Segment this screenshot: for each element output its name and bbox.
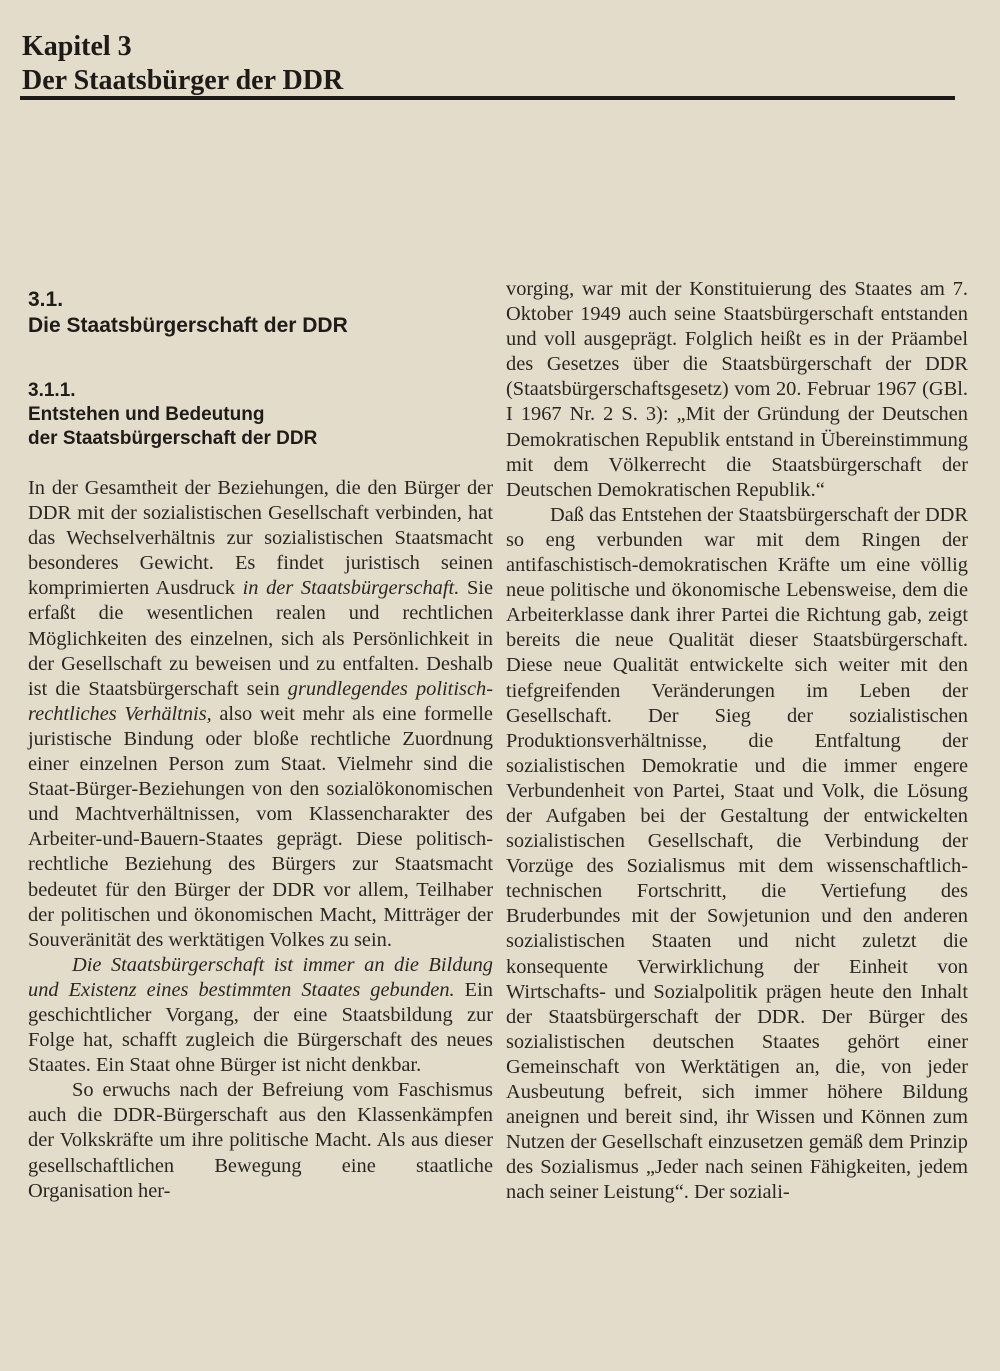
subsection-number: 3.1.1.: [28, 380, 76, 401]
paragraph-1-emphasis-1: in der Staatsbürgerschaft.: [242, 577, 460, 600]
paragraph-1-text-a: In der Gesamtheit der Beziehungen, die den Bürger der DDR mit der sozialistischen Gesellschaft verbinden, hat das Wechselverhältnis zur sozialistischen Staatsmacht besonderes Gewicht. Es findet juristisch seinen komprimierten Ausdruck: [28, 477, 493, 600]
paragraph-2-text: Ein geschichtlicher Vorgang, der eine Staatsbildung zur Folge hat, schafft zugleich die Bürgerschaft des neues Staates. Ein Staat ohne Bürger ist nicht denkbar.: [28, 978, 493, 1077]
section-number: 3.1.: [28, 288, 64, 311]
subsection-title-line1: Entstehen und Bedeutung: [28, 404, 265, 425]
heading-rule: [20, 96, 955, 100]
paragraph-2-emphasis: Die Staatsbürgerschaft ist immer an die Bildung und Existenz eines bestimmten Staates gebunden.: [28, 953, 493, 1001]
paragraph-5: Daß das Entstehen der Staatsbürgerschaft der DDR so eng verbunden war mit dem Ringen der antifaschistisch-demokratischen Kräfte um eine völlig neue politische und ökonomische Lebensweise, dem die Arbeiterklasse dank ihrer Partei die Richtung gab, zeigt bereits die neue Qualität dieser Staatsbürgerschaft. Diese neue Qualität entwickelte sich weiter mit den tiefgreifenden Veränderungen im Leben der Gesellschaft. Der Sieg der sozialistischen Produktionsverhältnisse, die Entfaltung der sozialistischen Demokratie und die immer engere Verbundenheit von Partei, Staat und Volk, die Lösung der Aufgaben bei der Gestaltung der entwickelten sozialistischen Gesellschaft, die Verbindung der Vorzüge des Sozialismus mit dem wissenschaftlich-technischen Fortschritt, die Vertiefung des Bruderbundes mit der Sowjetunion und den anderen sozialistischen Staaten und nicht zuletzt die konsequente Verwirklichung der Einheit von Wirtschafts- und Sozialpolitik prägen heute den Inhalt der Staatsbürgerschaft der DDR. Der Bürger des sozialistischen deutschen Staates gehört einer Gemeinschaft von Werktätigen an, die, von jeder Ausbeutung befreit, sich immer höhere Bildung aneignen und bereit sind, ihr Wissen und Können zum Nutzen der Gesellschaft einzusetzen gemäß dem Prinzip des Sozialismus „Jeder nach seinen Fähigkeiten, jedem nach seiner Leistung“. Der soziali-: [506, 503, 968, 1204]
paragraph-1-emphasis-2: grundlegendes politisch-rechtliches Verhältnis,: [28, 677, 493, 725]
paragraph-4: vorging, war mit der Konstituierung des Staates am 7. Oktober 1949 auch seine Staatsbürgerschaft entstanden und voll ausgeprägt. Folglich heißt es in der Präambel des Gesetzes über die Staatsbürgerschaft der DDR (Staatsbürgerschaftsgesetz) vom 20. Februar 1967 (GBl. I 1967 Nr. 2 S. 3): „Mit der Gründung der Deutschen Demokratischen Republik entstand in Übereinstimmung mit dem Völkerrecht die Staatsbürgerschaft der Deutschen Demokratischen Republik.“: [506, 278, 968, 501]
paragraph-2: [28, 953, 493, 1078]
subsection-title-line2: der Staatsbürgerschaft der DDR: [28, 428, 318, 449]
chapter-heading: [22, 30, 962, 98]
subsection-title: [28, 403, 493, 451]
chapter-title: Der Staatsbürger der DDR: [22, 65, 344, 96]
paragraph-1-text-c: also weit mehr als eine formelle juristische Bindung oder bloße rechtliche Zuordnung einer einzelnen Person zum Staat. Vielmehr sind die Staat-Bürger-Beziehungen von den sozialökonomischen und Machtverhältnissen, vom Klassencharakter des Arbeiter-und-Bauern-Staates geprägt. Diese politisch-rechtliche Beziehung des Bürgers zur Staatsmacht bedeutet für den Bürger der DDR vor allem, Teilhaber der politischen und ökonomischen Macht, Mitträger der Souveränität des werktätigen Volkes zu sein.: [28, 702, 493, 951]
left-column: [28, 287, 493, 1204]
paragraph-3: So erwuchs nach der Befreiung vom Faschismus auch die DDR-Bürgerschaft aus den Klassenkämpfen der Volkskräfte um ihre politische Macht. Als aus dieser gesellschaftlichen Bewegung eine staatliche Organisation her-: [28, 1079, 493, 1202]
section-title: Die Staatsbürgerschaft der DDR: [28, 314, 348, 337]
paragraph-1-text-b: Sie erfaßt die wesentlichen realen und rechtlichen Möglichkeiten des einzelnen, sich als Persönlichkeit in der Gesellschaft zu beweisen und zu entfalten. Deshalb ist die Staatsbürgerschaft sein: [28, 577, 493, 700]
chapter-label: Kapitel 3: [22, 31, 132, 62]
right-column: [506, 277, 968, 1205]
paragraph-1: [28, 476, 493, 953]
